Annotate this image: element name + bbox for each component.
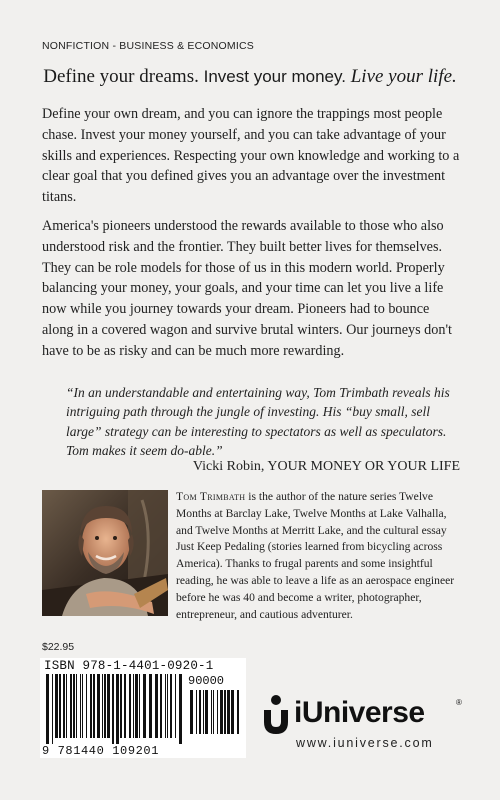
- barcode-bar: [86, 674, 87, 738]
- barcode-bar: [170, 674, 172, 738]
- price-label: $22.95: [42, 641, 75, 653]
- iuniverse-logo-icon: [260, 694, 292, 734]
- barcode-bar: [205, 690, 208, 734]
- barcode-bar: [227, 690, 230, 734]
- barcode-bar: [224, 690, 226, 734]
- barcode-bar: [149, 674, 152, 738]
- barcode-bar: [102, 674, 103, 738]
- barcode-bar: [190, 690, 193, 734]
- author-photo: [42, 490, 168, 616]
- addon-barcode-bars: [188, 690, 242, 740]
- barcode-bar: [112, 674, 114, 744]
- barcode-bar: [203, 690, 204, 734]
- barcode-bar: [143, 674, 146, 738]
- barcode-bar: [135, 674, 138, 738]
- barcode-bar: [155, 674, 158, 738]
- description-paragraph-1: Define your own dream, and you can ignore the trappings most people chase. Invest your money yourself, and you can take advantage of your skills and experiences. Respecting your own knowledge and working to a clear goal that you defined gives you an advantage over the investment titans.: [42, 106, 460, 206]
- barcode-bar: [165, 674, 166, 738]
- tagline: [0, 66, 500, 88]
- barcode-bar: [133, 674, 134, 738]
- publisher-url: www.iuniverse.com: [296, 736, 434, 750]
- barcode-bar: [116, 674, 119, 744]
- tagline-part-2: Invest your money.: [203, 67, 346, 86]
- barcode-bar: [104, 674, 106, 738]
- review-quote: “In an understandable and entertaining way, Tom Trimbath reveals his intriguing path through the jungle of investing. His “buy small, sell large” strategy can be interesting to spectators as well as speculators. Tom makes it seem do-able.”: [66, 385, 450, 459]
- barcode-bar: [55, 674, 58, 738]
- barcode-bar: [76, 674, 77, 738]
- barcode-bar: [59, 674, 61, 738]
- ean-digits: 9 781440 109201: [42, 744, 160, 758]
- author-photo-image: [42, 490, 168, 616]
- barcode-bar: [217, 690, 218, 734]
- description-paragraph-2: America's pioneers understood the rewards available to those who also understood risk and the frontier. They built better lives for themselves. They can be role models for those of us in this modern world. Properly balancing your money, your goals, and your time can let you live a life now while you journey towards your dream. Pioneers had to bounce along in a covered wagon and survive brutal winters. Our journeys don't have to be as risky and can be much more rewarding.: [42, 218, 452, 359]
- isbn-number: ISBN 978-1-4401-0920-1: [44, 659, 214, 673]
- publisher-logo: [258, 694, 468, 754]
- barcode-bar: [73, 674, 75, 738]
- barcode-bar: [46, 674, 49, 744]
- registered-mark: ®: [456, 698, 462, 707]
- barcode-bar: [120, 674, 122, 738]
- barcode-bar: [199, 690, 201, 734]
- barcode-bar: [80, 674, 81, 738]
- isbn-barcode: [40, 658, 246, 758]
- barcode-bar: [90, 674, 92, 738]
- barcode-bar: [107, 674, 110, 738]
- barcode-bar: [97, 674, 100, 738]
- barcode-bar: [93, 674, 95, 738]
- barcode-bar: [211, 690, 212, 734]
- author-bio-text: is the author of the nature series Twelve Months at Barclay Lake, Twelve Months at Lake Valhalla, and Twelve Months at Merritt Lake, and the cultural essay Just Keep Pedaling (stories learned from bicycling across America). Thanks to frugal parents and some insightful reading, he was able to leave a life as an aerospace engineer before he was 40 and become a writer, photographer, entrepreneur, and cautious adventurer.: [176, 490, 455, 621]
- barcode-bar: [231, 690, 234, 734]
- category-label: NONFICTION - BUSINESS & ECONOMICS: [42, 40, 254, 52]
- tagline-part-1: Define your dreams.: [43, 66, 199, 87]
- tagline-part-3: Live your life.: [350, 66, 457, 87]
- barcode-bar: [139, 674, 140, 738]
- barcode-bar: [167, 674, 168, 738]
- barcode-bar: [63, 674, 65, 738]
- barcode-bar: [237, 690, 239, 734]
- barcode-bar: [124, 674, 126, 738]
- quote-attribution: Vicki Robin, YOUR MONEY OR YOUR LIFE: [192, 459, 460, 474]
- barcode-bar: [220, 690, 223, 734]
- author-name: Tom Trimbath: [176, 490, 246, 503]
- ean-barcode-bars: [44, 674, 184, 744]
- barcode-bar: [52, 674, 53, 744]
- barcode-bar: [179, 674, 182, 744]
- barcode-bar: [66, 674, 67, 738]
- barcode-bar: [70, 674, 72, 738]
- barcode-bar: [129, 674, 131, 738]
- price-code: 90000: [188, 674, 225, 688]
- barcode-bar: [82, 674, 83, 738]
- author-bio: [176, 489, 466, 623]
- barcode-bar: [160, 674, 162, 738]
- barcode-bar: [196, 690, 197, 734]
- barcode-bar: [175, 674, 176, 738]
- barcode-bar: [213, 690, 214, 734]
- publisher-name: iUniverse: [294, 696, 425, 729]
